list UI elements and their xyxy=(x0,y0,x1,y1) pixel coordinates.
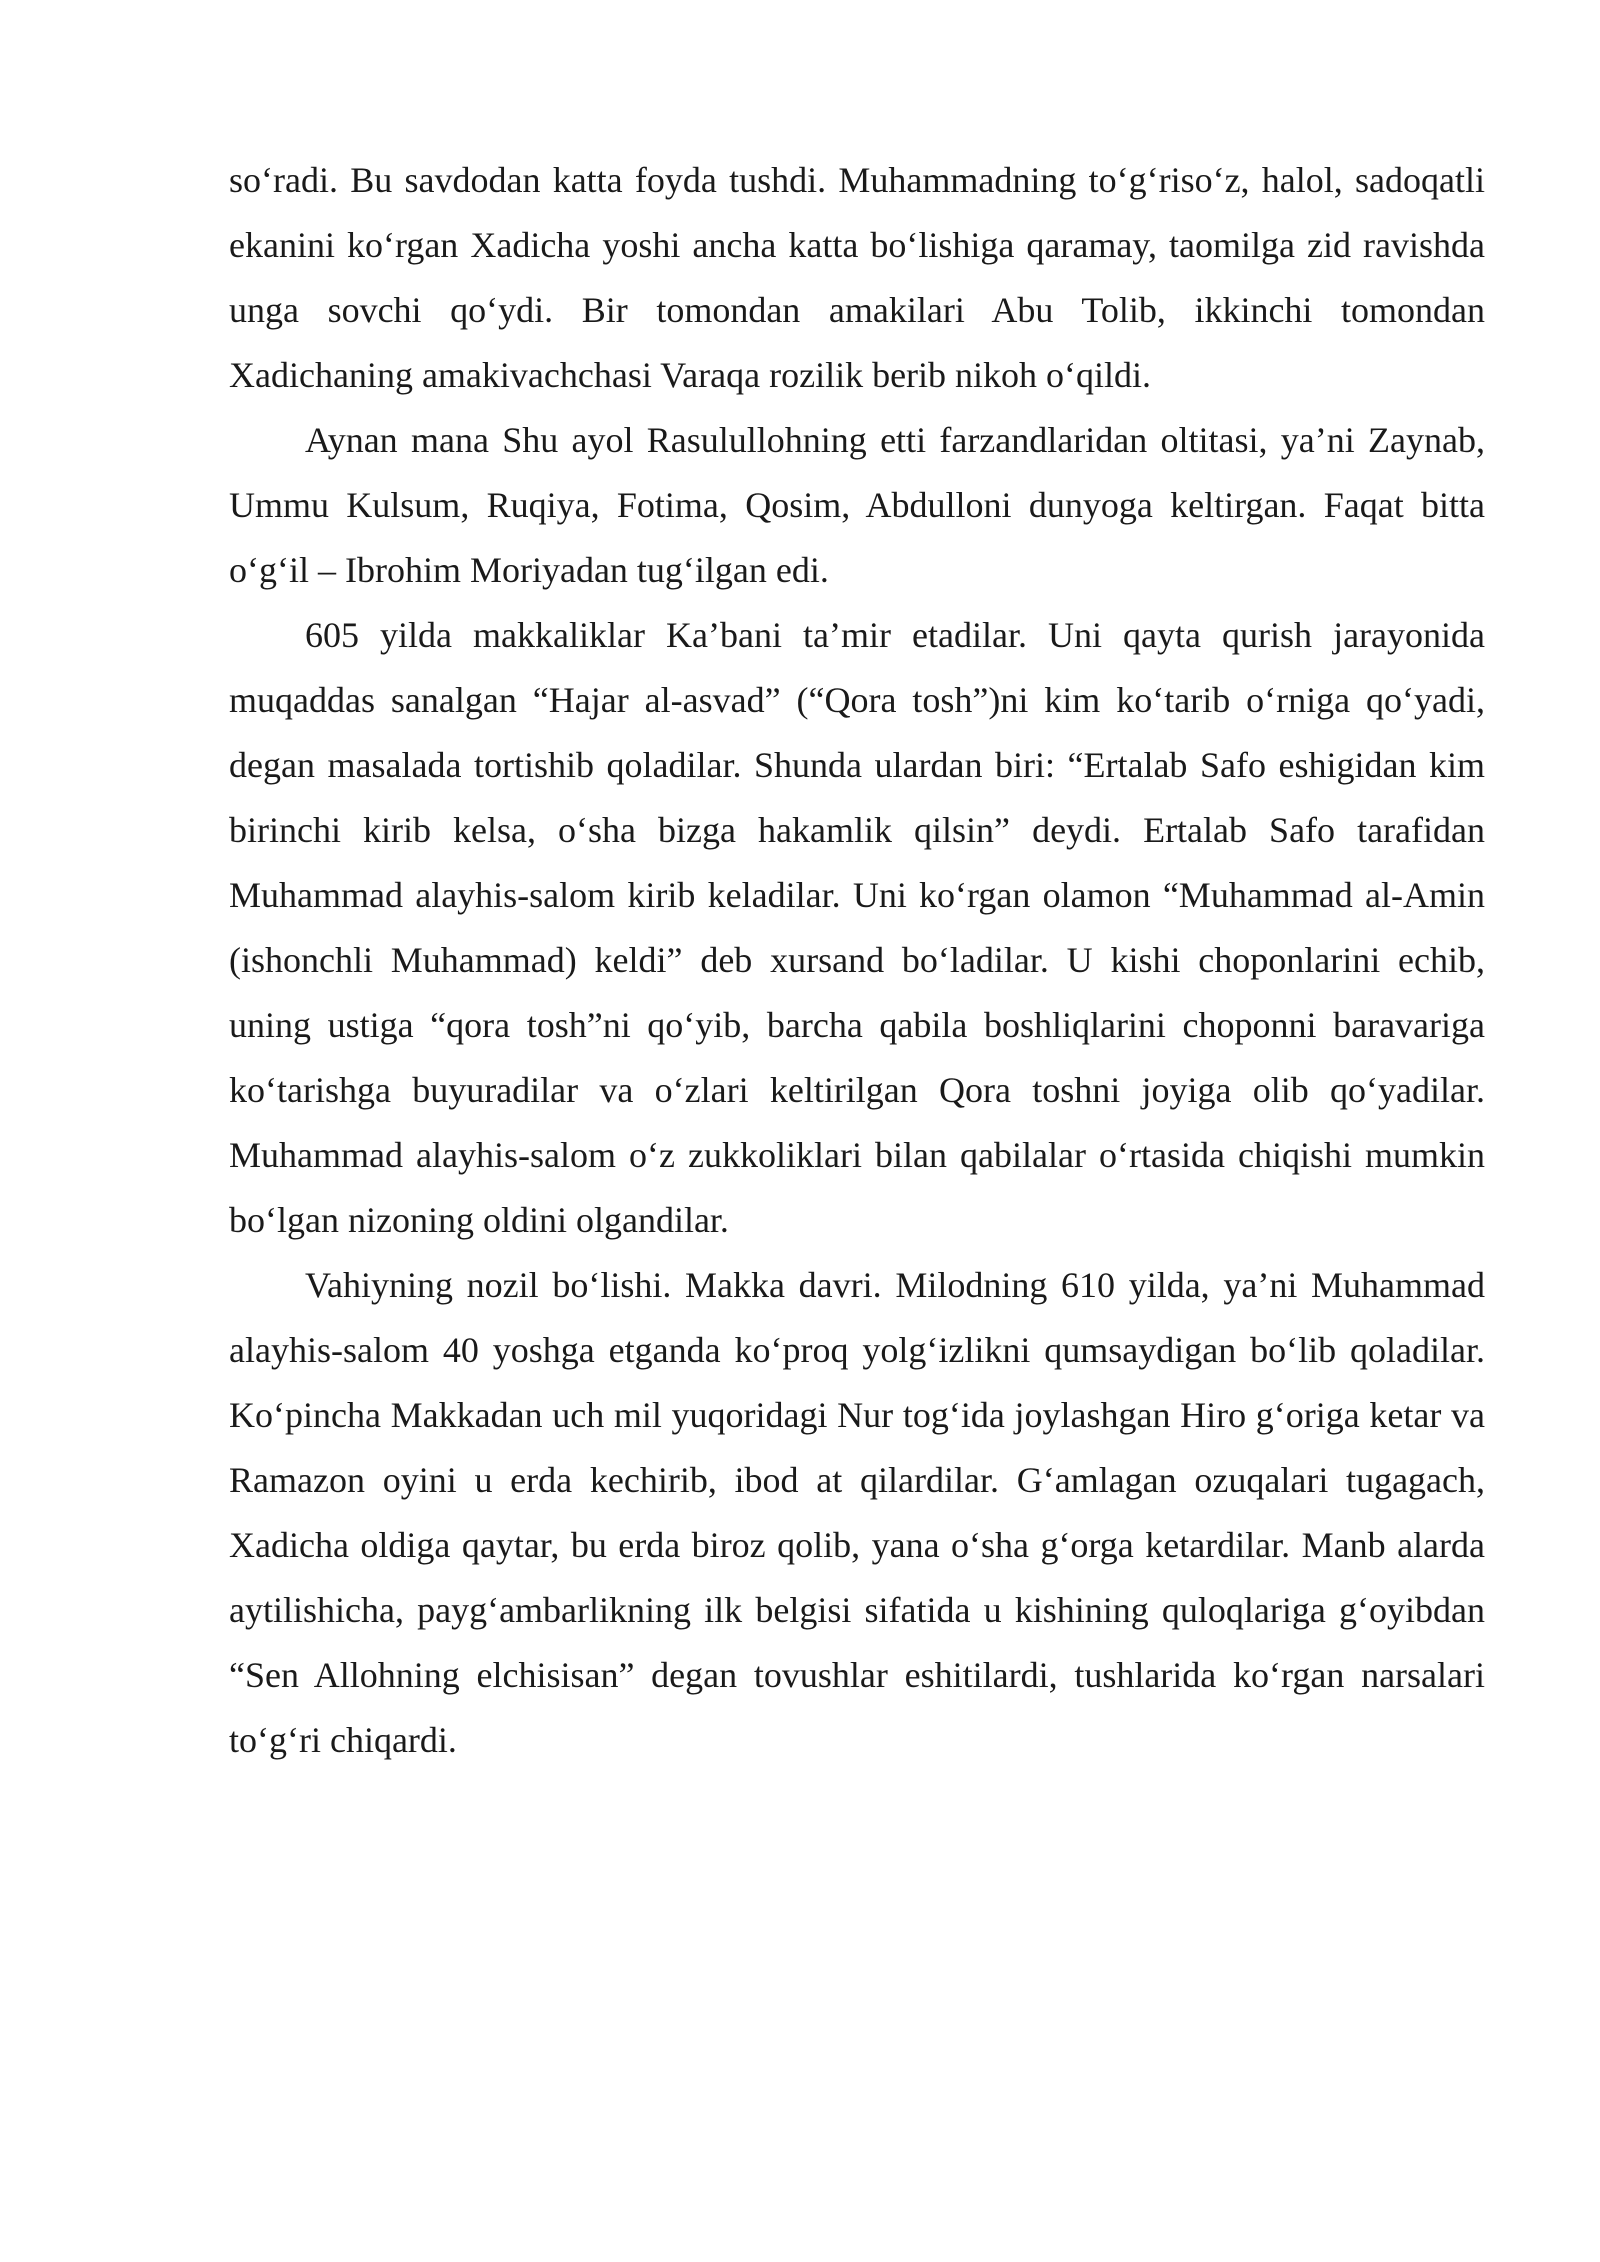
paragraph-continuation: so‘radi. Bu savdodan katta foyda tushdi. Muhammadning to‘g‘riso‘z, halol, sadoqatli ekanini ko‘rgan Xadicha yoshi ancha katta bo‘lishiga qaramay, taomilga zid ravishda unga sovchi qo‘ydi. Bir tomondan amakilari Abu Tolib, ikkinchi tomondan Xadichaning amakivachchasi Varaqa rozilik berib nikoh o‘qildi. xyxy=(229,160,1485,395)
paragraph-revelation: Vahiyning nozil bo‘lishi. Makka davri. Milodning 610 yilda, ya’ni Muhammad alayhis-salom 40 yoshga etganda ko‘proq yolg‘izlikni qumsaydigan bo‘lib qoladilar. Ko‘pincha Makkadan uch mil yuqoridagi Nur tog‘ida joylashgan Hiro g‘origa ketar va Ramazon oyini u erda kechirib, ibod at qilardilar. G‘amlagan ozuqalari tugagach, Xadicha oldiga qaytar, bu erda biroz qolib, yana o‘sha g‘orga ketardilar. Manb alarda aytilishicha, payg‘ambarlikning ilk belgisi sifatida u kishining quloqlariga g‘oyibdan “Sen Allohning elchisisan” degan tovushlar eshitilardi, tushlarida ko‘rgan narsalari to‘g‘ri chiqardi. xyxy=(229,1265,1485,1760)
paragraph-kaaba: 605 yilda makkaliklar Ka’bani ta’mir etadilar. Uni qayta qurish jarayonida muqaddas sanalgan “Hajar al-asvad” (“Qora tosh”)ni kim ko‘tarib o‘rniga qo‘yadi, degan masalada tortishib qoladilar. Shunda ulardan biri: “Ertalab Safo eshigidan kim birinchi kirib kelsa, o‘sha bizga hakamlik qilsin” deydi. Ertalab Safo tarafidan Muhammad alayhis-salom kirib keladilar. Uni ko‘rgan olamon “Muhammad al-Amin (ishonchli Muhammad) keldi” deb xursand bo‘ladilar. U kishi choponlarini echib, uning ustiga “qora tosh”ni qo‘yib, barcha qabila boshliqlarini choponni baravariga ko‘tarishga buyuradilar va o‘zlari keltirilgan Qora toshni joyiga olib qo‘yadilar. Muhammad alayhis-salom o‘z zukkoliklari bilan qabilalar o‘rtasida chiqishi mumkin bo‘lgan nizoning oldini olgandilar. xyxy=(229,615,1485,1240)
document-page xyxy=(229,148,1485,1773)
paragraph-family: Aynan mana Shu ayol Rasulullohning etti farzandlaridan oltitasi, ya’ni Zaynab, Ummu Kulsum, Ruqiya, Fotima, Qosim, Abdulloni dunyoga keltirgan. Faqat bitta o‘g‘il – Ibrohim Moriyadan tug‘ilgan edi. xyxy=(229,420,1485,590)
